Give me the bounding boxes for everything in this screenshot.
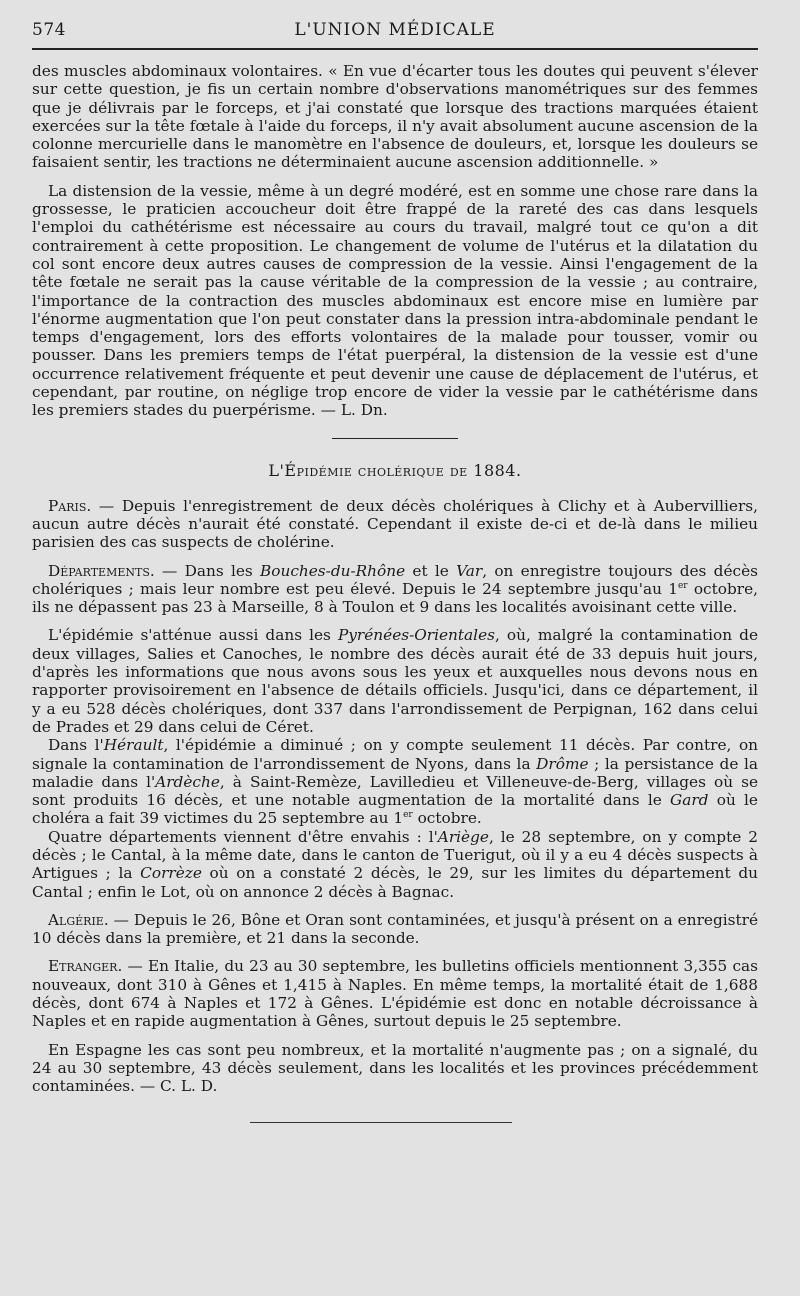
page-number: 574 bbox=[32, 20, 66, 40]
herault-text-2: , l'épidémie a diminué ; on y compte seulement 11 décès. Par contre, on signale la contamination de l'arrondissement de Nyons, dans la bbox=[32, 736, 759, 773]
herault-text-5: où le choléra a fait 39 victimes du 25 septembre au 1 bbox=[32, 791, 758, 828]
paragraph-vessie: La distension de la vessie, même à un degré modéré, est en somme une chose rare dans la grossesse, le praticien accoucheur doit être frappé de la rareté des cas dans lesquels l'emploi du cathétérisme est nécessaire au cours du travail, malgré tout ce qu'on a dit contrairement à cette proposition. Le changement de volume de l'utérus et la dilatation du col sont encore deux autres causes de compression de la vessie. Ainsi l'engagement de la tête fœtale ne serait pas la cause véritable de la compression de la vessie ; au contraire, l'importance de la contraction des muscles abdominaux est encore mise en lumière par l'énorme augmentation que l'on peut constater dans la pression intra-abdominale pendant le temps d'engagement, lors des efforts volontaires de la malade pour tousser, vomir ou pousser. Dans les premiers temps de l'état puerpéral, la distension de la vessie est d'une occurrence relativement fréquente et peut devenir une cause de déplacement de l'utérus, et cependant, par routine, on néglige trop encore de vider la vessie par le cathétérisme dans les premiers stades du puerpérisme. — L. Dn. bbox=[32, 181, 758, 420]
departements-ordinal: er bbox=[677, 580, 688, 591]
quatre-text-3: où on a constaté 2 décès, le 29, sur les limites du département du Cantal ; enfin le Lot, où on annonce 2 décès à Bagnac. bbox=[32, 864, 758, 901]
section-title bbox=[32, 461, 758, 480]
pyrenees-text-1: L'épidémie s'atténue aussi dans les bbox=[48, 626, 338, 645]
quatre-text-1: Quatre départements viennent d'être envahis : l' bbox=[48, 827, 438, 846]
paragraph-etranger bbox=[32, 957, 758, 1030]
herault-place-1: Hérault bbox=[103, 736, 164, 755]
herault-text-6: octobre. bbox=[412, 809, 482, 828]
paris-text: — Depuis l'enregistrement de deux décès cholériques à Clichy et à Aubervilliers, aucun autre décès n'aurait été constaté. Cependant il existe de-ci et de-là dans le milieu parisien des cas suspects de cholérine. bbox=[32, 496, 758, 552]
etranger-text: — En Italie, du 23 au 30 septembre, les bulletins officiels mentionnent 3,355 cas nouveaux, dont 310 à Gênes et 1,415 à Naples. En même temps, la mortalité était de 1,688 décès, dont 674 à Naples et 172 à Gênes. L'épidémie est donc en notable décroissance à Naples et en rapide augmentation à Gênes, surtout depuis le 25 septembre. bbox=[32, 957, 758, 1031]
herault-text-1: Dans l' bbox=[48, 736, 104, 755]
departements-place-2: Var bbox=[456, 561, 483, 580]
paragraph-espagne: En Espagne les cas sont peu nombreux, et la mortalité n'augmente pas ; on a signalé, du 24 au 30 septembre, 43 décès seulement, dans les localités et les provinces précédemment contaminées. — C. L. D. bbox=[32, 1040, 758, 1096]
journal-title: L'UNION MÉDICALE bbox=[294, 20, 496, 40]
paris-label: Paris. bbox=[48, 496, 92, 515]
quatre-text-2: , le 28 septembre, on y compte 2 décès ; le Cantal, à la même date, dans le canton de Tuerigut, où il y a eu 4 décès suspects à Artigues ; la bbox=[32, 827, 758, 883]
paragraph-departements bbox=[32, 562, 758, 617]
pyrenees-place: Pyrénées-Orientales bbox=[337, 626, 495, 645]
quatre-place-1: Ariège bbox=[437, 827, 489, 846]
herault-text-3: ; la persistance de la maladie dans l' bbox=[32, 754, 758, 791]
quatre-place-2: Corrèze bbox=[140, 864, 202, 883]
section-separator-rule bbox=[332, 438, 458, 439]
section-title-rest: pidémie cholérique de bbox=[296, 460, 468, 480]
paragraph-quatre-departements bbox=[32, 828, 758, 901]
herault-place-4: Gard bbox=[670, 791, 709, 810]
algerie-label: Algérie. bbox=[48, 910, 109, 929]
etranger-label: Etranger. bbox=[48, 957, 123, 976]
algerie-text: — Depuis le 26, Bône et Oran sont contaminées, et jusqu'à présent on a enregistré 10 décès dans la première, et 21 dans la seconde. bbox=[32, 910, 758, 948]
section-title-year: 1884. bbox=[473, 460, 522, 480]
departements-text-2: et le bbox=[405, 561, 457, 580]
herault-ordinal: er bbox=[403, 810, 413, 821]
paragraph-pyrenees bbox=[32, 626, 758, 736]
paragraph-quote-continuation: des muscles abdominaux volontaires. « En vue d'écarter tous les doutes qui peuvent s'élever sur cette question, je fis un certain nombre d'observations manométriques sur des femmes que je délivrais par le forceps, et j'ai constaté que lorsque des tractions marquées étaient exercées sur la tête fœtale à l'aide du forceps, il n'y avait absolument aucune ascension de la colonne mercurielle dans le manomètre en l'absence de douleurs, et, lorsque les douleurs se faisaient sentir, les tractions ne déterminaient aucune ascension additionnelle. » bbox=[32, 62, 758, 172]
herault-place-2: Drôme bbox=[536, 754, 589, 773]
paragraph-paris bbox=[32, 497, 758, 552]
running-head bbox=[32, 0, 758, 40]
departements-label: Départements. bbox=[48, 561, 155, 580]
departements-text-4: octobre, ils ne dépassent pas 23 à Marseille, 8 à Toulon et 9 dans les localités avoisinant cette ville. bbox=[32, 579, 758, 617]
departements-text-3: , on enregistre toujours des décès cholériques ; mais leur nombre est peu élevé. Depuis le 24 septembre jusqu'au 1 bbox=[32, 561, 758, 598]
herault-place-3: Ardèche bbox=[155, 772, 220, 791]
departements-text-1: — Dans les bbox=[154, 561, 261, 580]
header-rule bbox=[32, 48, 758, 50]
section-title-lead: L'É bbox=[268, 460, 297, 480]
herault-text-4: , à Saint-Remèze, Lavilledieu et Villeneuve-de-Berg, villages où se sont produits 16 décès, et une notable augmentation de la mortalité dans le bbox=[32, 772, 758, 810]
pyrenees-text-2: , où, malgré la contamination de deux villages, Salies et Canoches, le nombre des décès aurait été de 33 depuis huit jours, d'après les informations que nous avons sous les yeux et auxquelles nous devons nous en rapporter provisoirement en l'absence de détails officiels. Jusqu'ici, dans ce département, il y a eu 528 décès cholériques, dont 337 dans l'arrondissement de Perpignan, 162 dans celui de Prades et 29 dans celui de Céret. bbox=[32, 626, 758, 736]
paragraph-herault bbox=[32, 736, 758, 827]
paragraph-algerie bbox=[32, 911, 758, 948]
departements-place-1: Bouches-du-Rhône bbox=[260, 561, 406, 580]
closing-rule bbox=[250, 1122, 512, 1123]
